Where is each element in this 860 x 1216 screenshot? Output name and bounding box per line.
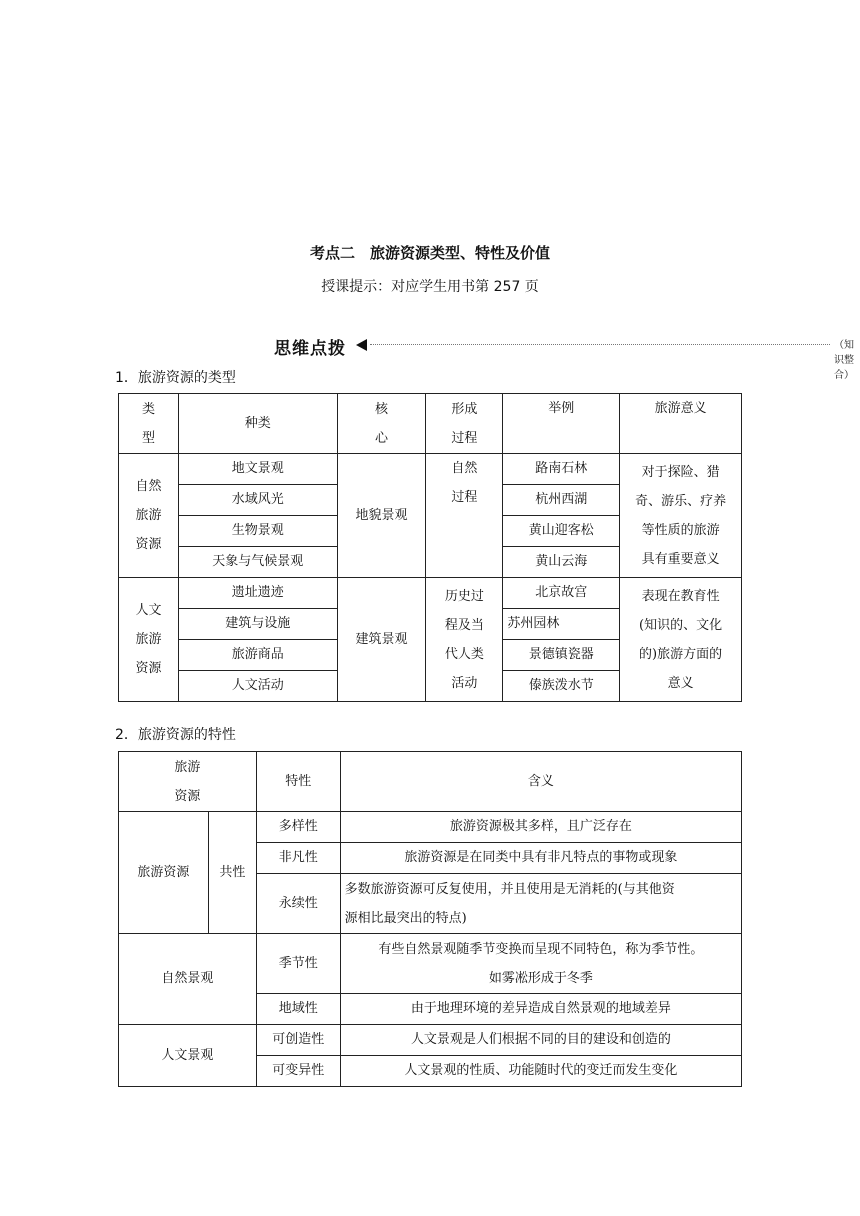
kind-cell: 地文景观 [178,454,337,485]
meaning-line: 对于探险、猎 [641,464,720,480]
type-line: 自然 [135,479,162,494]
meaning-cell: 人文景观是人们根据不同的目的建设和创造的 [340,1025,741,1056]
example-cell: 路南石林 [503,454,620,485]
header-resource [119,752,257,812]
header-example: 举例 [503,394,620,454]
feature-cell: 非凡性 [256,843,340,874]
section2-heading: 2．旅游资源的特性 [115,727,236,743]
meaning-line: 多数旅游资源可反复使用，并且使用是无消耗的(与其他资 [344,881,675,897]
core-cell: 建筑景观 [337,578,426,702]
meaning-line: 的)旅游方面的 [639,646,723,662]
page-title: 考点二 旅游资源类型、特性及价值 [309,244,550,262]
example-cell: 北京故宫 [503,578,620,609]
meaning-line: 等性质的旅游 [641,522,720,538]
kind-cell: 建筑与设施 [178,609,337,640]
page-subtitle: 授课提示：对应学生用书第 257 页 [321,279,539,295]
example-cell: 黄山云海 [503,547,620,578]
feature-cell: 季节性 [256,934,340,994]
feature-cell: 可变异性 [256,1056,340,1087]
feature-cell: 多样性 [256,812,340,843]
kind-cell: 天象与气候景观 [178,547,337,578]
process-line: 历史过 [444,588,484,604]
type-natural [119,454,179,578]
resource-natural: 自然景观 [119,934,257,1025]
header-process [426,394,503,454]
meaning-cell [620,578,742,702]
header-resource-line: 旅游 [174,759,201,775]
meaning-cell: 由于地理环境的差异造成自然景观的地域差异 [340,994,741,1025]
meaning-line: 如雾凇形成于冬季 [488,970,593,986]
kind-cell: 旅游商品 [178,640,337,671]
process-cell [426,578,503,702]
meaning-line: (知识的、文化 [639,617,723,633]
group-common: 共性 [208,812,256,934]
resource-common: 旅游资源 [119,812,209,934]
header-resource-line: 资源 [174,788,201,804]
meaning-cell: 人文景观的性质、功能随时代的变迁而发生变化 [340,1056,741,1087]
meaning-cell [340,874,741,934]
example-cell: 杭州西湖 [503,485,620,516]
section-banner [274,334,854,381]
meaning-line: 源相比最突出的特点) [344,910,467,926]
type-line: 旅游 [135,508,162,523]
banner-title: 思维点拨 [274,339,346,359]
feature-cell: 可创造性 [256,1025,340,1056]
kind-cell: 生物景观 [178,516,337,547]
type-human [119,578,179,702]
header-core-line: 心 [375,430,389,446]
table-row [119,934,742,994]
type-line: 资源 [135,537,162,552]
table-header-row [119,752,742,812]
table-row [119,812,742,843]
header-meaning: 含义 [340,752,741,812]
core-cell: 地貌景观 [337,454,426,578]
table-row [119,578,742,609]
header-type-line: 类 [141,401,155,417]
meaning-cell: 旅游资源极其多样，且广泛存在 [340,812,741,843]
header-type [119,394,179,454]
type-line: 旅游 [135,632,162,647]
example-cell: 傣族泼水节 [503,671,620,702]
header-core-line: 核 [375,401,389,417]
table-header-row [119,394,742,454]
resource-feature-table [118,751,742,1087]
feature-cell: 永续性 [256,874,340,934]
meaning-line: 有些自然景观随季节变换而呈现不同特色，称为季节性。 [378,941,704,957]
meaning-line: 表现在教育性 [641,588,720,604]
header-process-line: 形成 [451,401,478,417]
meaning-cell: 旅游资源是在同类中具有非凡特点的事物或现象 [340,843,741,874]
arrow-left-icon [356,339,367,351]
example-cell: 黄山迎客松 [503,516,620,547]
table-row [119,1025,742,1056]
meaning-cell [620,454,742,578]
feature-cell: 地域性 [256,994,340,1025]
resource-human: 人文景观 [119,1025,257,1087]
header-kind: 种类 [178,394,337,454]
process-line: 代人类 [444,646,484,662]
header-process-line: 过程 [451,430,478,446]
example-cell: 苏州园林 [503,609,620,640]
resource-type-table [118,393,742,702]
meaning-line: 具有重要意义 [641,551,720,567]
meaning-line: 奇、游乐、疗养 [635,493,727,509]
meaning-cell [340,934,741,994]
header-core [337,394,426,454]
process-line: 过程 [451,490,478,505]
example-cell: 景德镇瓷器 [503,640,620,671]
kind-cell: 遗址遗迹 [178,578,337,609]
type-line: 人文 [135,603,162,618]
meaning-line: 意义 [667,675,694,691]
kind-cell: 水域风光 [178,485,337,516]
type-line: 资源 [135,661,162,676]
process-line: 活动 [451,675,478,691]
section1-heading: 1．旅游资源的类型 [115,370,236,386]
kind-cell: 人文活动 [178,671,337,702]
process-line: 程及当 [444,617,484,633]
process-line: 自然 [451,461,478,476]
banner-note: （知识整合） [834,340,854,381]
header-meaning: 旅游意义 [620,394,742,454]
header-type-line: 型 [141,430,155,446]
table-row [119,454,742,485]
header-feature: 特性 [256,752,340,812]
process-cell [426,454,503,578]
dotted-divider [370,344,830,345]
